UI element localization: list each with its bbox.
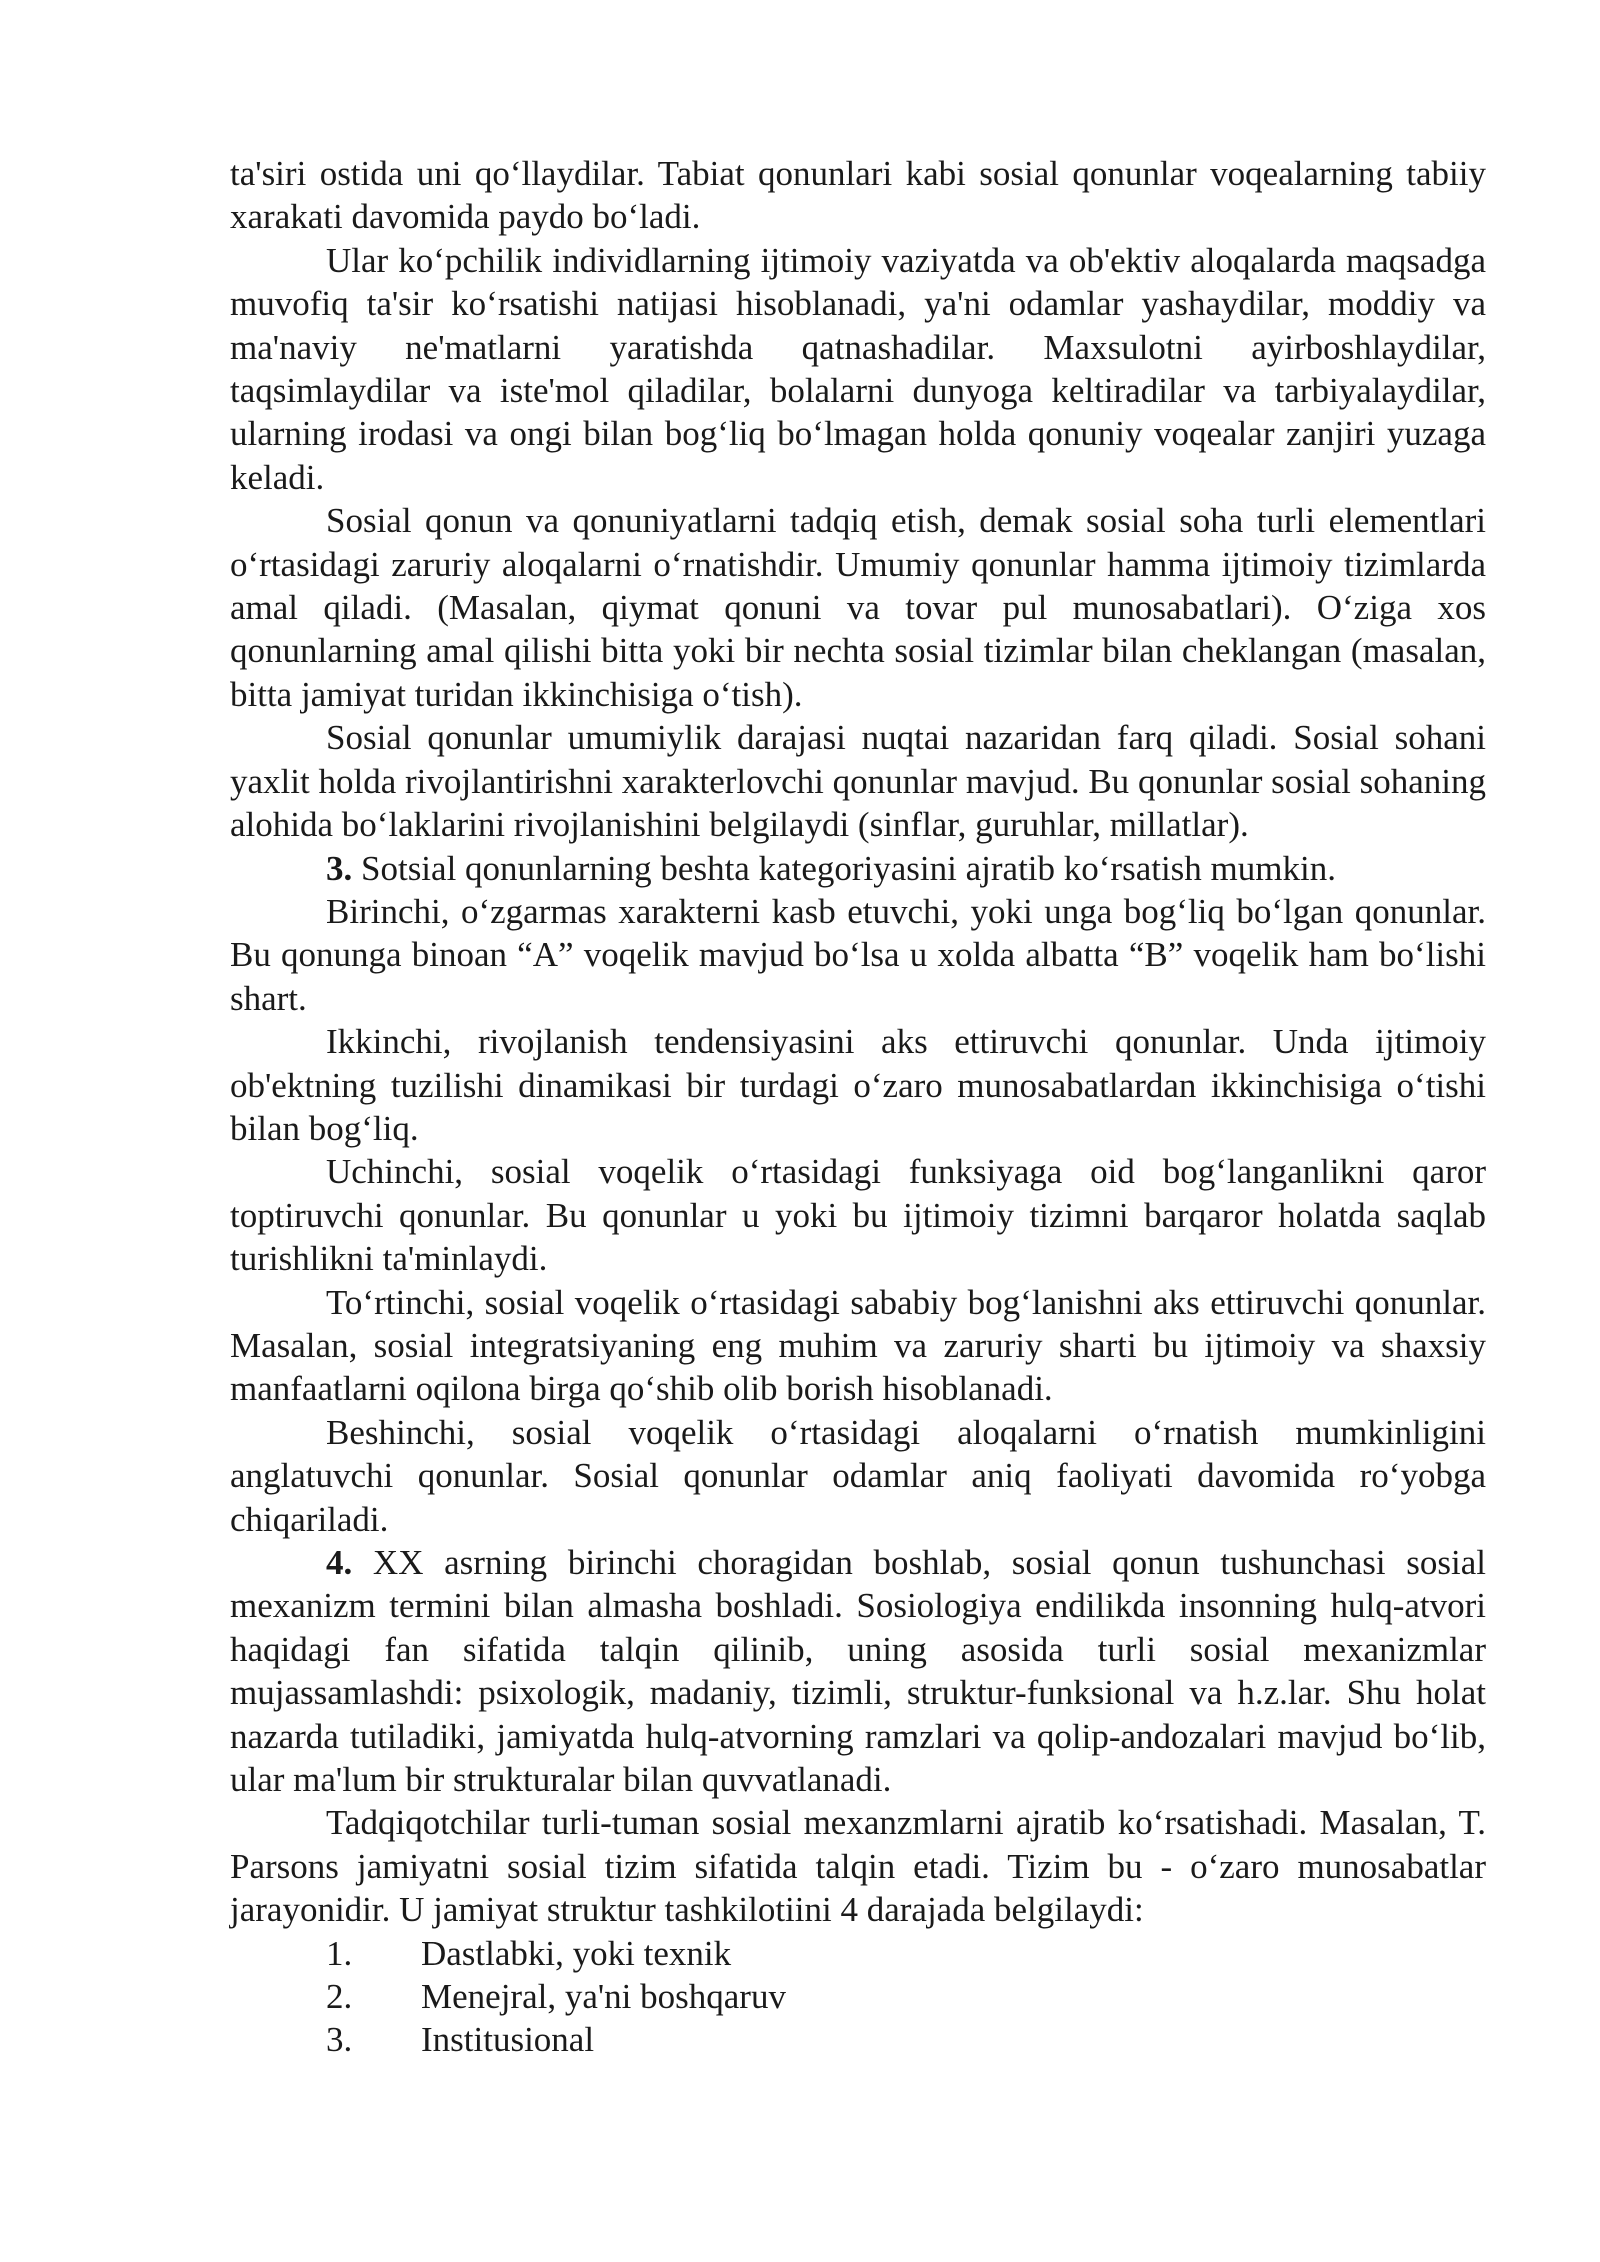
list-item — [230, 2018, 1486, 2061]
section-number: 4. — [326, 1543, 353, 1582]
paragraph-text: Ikkinchi, rivojlanish tendensiyasini aks ettiruvchi qonunlar. Unda ijtimoiy ob'ektning tuzilishi dinamikasi bir turdagi o‘zaro munosabatlardan ikkinchisiga o‘tishi bilan bog‘liq. — [230, 1022, 1486, 1148]
list-number: 1. — [326, 1933, 353, 1973]
list-number: 3. — [326, 2020, 353, 2060]
paragraph-text: Beshinchi, sosial voqelik o‘rtasidagi aloqalarni o‘rnatish mumkinligini anglatuvchi qonunlar. Sosial qonunlar odamlar aniq faoliyati davomida ro‘yobga chiqariladi. — [230, 1412, 1486, 1539]
list-text: Dastlabki, yoki texnik — [421, 1933, 732, 1973]
paragraph-fifth-category — [230, 1411, 1486, 1541]
list-item — [230, 1975, 1486, 2018]
paragraph-fourth-category — [230, 1281, 1486, 1411]
paragraph-third-category — [230, 1150, 1486, 1280]
section-4-paragraph — [230, 1541, 1486, 1801]
paragraph-text: ta'siri ostida uni qo‘llaydilar. Tabiat qonunlari kabi sosial qonunlar voqealarning tabiiy xarakati davomida paydo bo‘ladi. — [230, 154, 1486, 237]
paragraph-first-category — [230, 890, 1486, 1020]
paragraph-second-category — [230, 1020, 1486, 1150]
list-text: Menejral, ya'ni boshqaruv — [421, 1977, 786, 2017]
paragraph-text: Sosial qonun va qonuniyatlarni tadqiq etish, demak sosial soha turli elementlari o‘rtasidagi zaruriy aloqalarni o‘rnatishdir. Umumiy qonunlar hamma ijtimoiy tizimlarda amal qiladi. (Masalan, qiymat qonuni va tovar pul munosabatlari). O‘ziga xos qonunlarning amal qilishi bitta yoki bir nechta sosial tizimlar bilan cheklangan (masalan, bitta jamiyat turidan ikkinchisiga o‘tish). — [230, 501, 1486, 714]
document-page — [230, 152, 1486, 2062]
paragraph-text: Uchinchi, sosial voqelik o‘rtasidagi funksiyaga oid bog‘langanlikni qaror toptiruvchi qonunlar. Bu qonunlar u yoki bu ijtimoiy tizimni barqaror holatda saqlab turishlikni ta'minlaydi. — [230, 1152, 1486, 1279]
paragraph-text: Ular ko‘pchilik individlarning ijtimoiy vaziyatda va ob'ektiv aloqalarda maqsadga muvofiq ta'sir ko‘rsatishi natijasi hisoblanadi, ya'ni odamlar yashaydilar, moddiy va ma'naviy ne'matlarni yaratishda qatnashadilar. Maxsulotni ayirboshlaydilar, taqsimlaydilar va iste'mol qiladilar, bolalarni dunyoga keltiradilar va tarbiyalaydilar, ularning irodasi va ongi bilan bog‘liq bo‘lmagan holda qonuniy voqealar zanjiri yuzaga keladi. — [230, 240, 1486, 497]
paragraph-1 — [230, 152, 1486, 239]
paragraph-text: XX asrning birinchi choragidan boshlab, sosial qonun tushunchasi sosial mexanizm termini bilan almasha boshladi. Sosiologiya endilikda insonning hulq-atvori haqidagi fan sifatida talqin qilinib, uning asosida turli sosial mexanizmlar mujassamlashdi: psixologik, madaniy, tizimli, struktur-funksional va h.z.lar. Shu holat nazarda tutiladiki, jamiyatda hulq-atvorning ramzlari va qolip-andozalari mavjud bo‘lib, ular ma'lum bir strukturalar bilan quvvatlanadi. — [230, 1543, 1486, 1800]
paragraph-3 — [230, 499, 1486, 716]
paragraph-text: To‘rtinchi, sosial voqelik o‘rtasidagi sababiy bog‘lanishni aks ettiruvchi qonunlar. Masalan, sosial integratsiyaning eng muhim va zaruriy sharti bu ijtimoiy va shaxsiy manfaatlarni oqilona birga qo‘shib olib borish hisoblanadi. — [230, 1282, 1486, 1409]
levels-list — [230, 1932, 1486, 2062]
list-number: 2. — [326, 1977, 353, 2017]
paragraph-parsons — [230, 1801, 1486, 1931]
paragraph-2 — [230, 239, 1486, 499]
paragraph-4 — [230, 716, 1486, 846]
paragraph-text: Sosial qonunlar umumiylik darajasi nuqtai nazaridan farq qiladi. Sosial sohani yaxlit holda rivojlantirishni xarakterlovchi qonunlar mavjud. Bu qonunlar sosial sohaning alohida bo‘laklarini rivojlanishini belgilaydi (sinflar, guruhlar, millatlar). — [230, 718, 1486, 845]
list-item — [230, 1932, 1486, 1975]
paragraph-text: Sotsial qonunlarning beshta kategoriyasini ajratib ko‘rsatish mumkin. — [352, 848, 1336, 888]
paragraph-text: Tadqiqotchilar turli-tuman sosial mexanzmlarni ajratib ko‘rsatishadi. Masalan, T. Parsons jamiyatni sosial tizim sifatida talqin etadi. Tizim bu - o‘zaro munosabatlar jarayonidir. U jamiyat struktur tashkilotiini 4 darajada belgilaydi: — [230, 1803, 1486, 1930]
section-number: 3. — [326, 848, 353, 888]
paragraph-text: Birinchi, o‘zgarmas xarakterni kasb etuvchi, yoki unga bog‘liq bo‘lgan qonunlar. Bu qonunga binoan “A” voqelik mavjud bo‘lsa u xolda albatta “B” voqelik ham bo‘lishi shart. — [230, 891, 1486, 1018]
section-3-heading — [230, 847, 1486, 890]
list-text: Institusional — [421, 2020, 595, 2060]
